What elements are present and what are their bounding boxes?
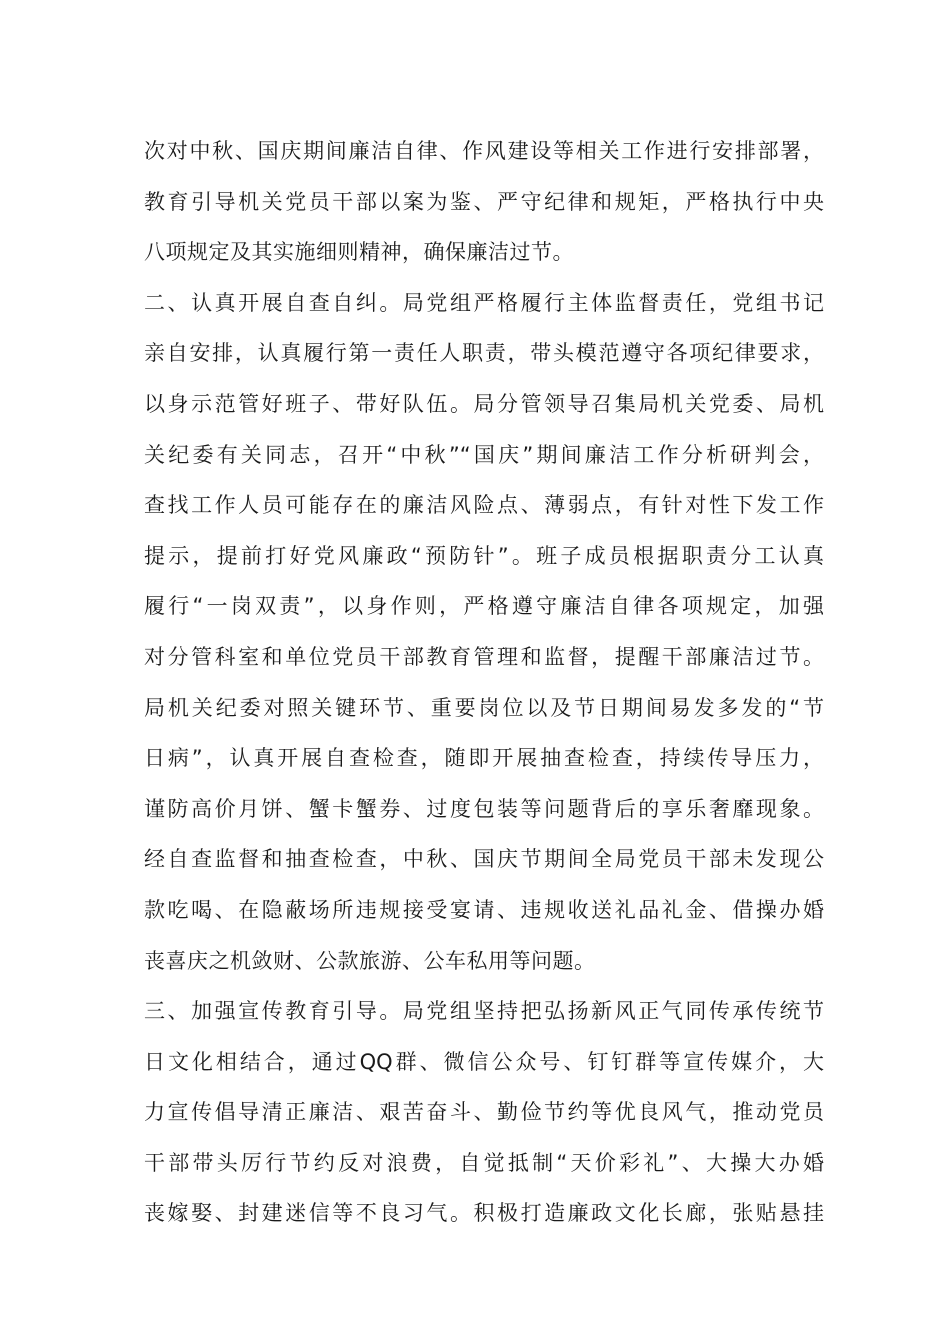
text-line: 三、加强宣传教育引导。局党组坚持把弘扬新风正气同传承传统节 xyxy=(144,999,824,1024)
text-line: 干部带头厉行节约反对浪费，自觉抵制“天价彩礼”、大操大办婚 xyxy=(144,1150,824,1175)
text-line: 丧喜庆之机敛财、公款旅游、公车私用等问题。 xyxy=(144,948,596,973)
text-line: 查找工作人员可能存在的廉洁风险点、薄弱点，有针对性下发工作 xyxy=(144,493,824,518)
text-line: 二、认真开展自查自纠。局党组严格履行主体监督责任，党组书记 xyxy=(144,290,824,315)
text-line: 提示，提前打好党风廉政“预防针”。班子成员根据职责分工认真 xyxy=(144,543,824,568)
text-line: 以身示范管好班子、带好队伍。局分管领导召集局机关党委、局机 xyxy=(144,391,824,416)
text-line: 日病”，认真开展自查检查，随即开展抽查检查，持续传导压力， xyxy=(144,746,824,771)
text-line: 履行“一岗双责”，以身作则，严格遵守廉洁自律各项规定，加强 xyxy=(144,594,824,619)
text-line: 八项规定及其实施细则精神，确保廉洁过节。 xyxy=(144,240,574,265)
text-line: 日文化相结合，通过QQ群、微信公众号、钉钉群等宣传媒介，大 xyxy=(144,1049,824,1074)
text-line: 力宣传倡导清正廉洁、艰苦奋斗、勤俭节约等优良风气，推动党员 xyxy=(144,1100,824,1125)
text-line: 对分管科室和单位党员干部教育管理和监督，提醒干部廉洁过节。 xyxy=(144,644,824,669)
text-line: 款吃喝、在隐蔽场所违规接受宴请、违规收送礼品礼金、借操办婚 xyxy=(144,897,824,922)
document-body xyxy=(144,133,824,1246)
text-line: 关纪委有关同志，召开“中秋”“国庆”期间廉洁工作分析研判会， xyxy=(144,442,824,467)
text-line: 丧嫁娶、封建迷信等不良习气。积极打造廉政文化长廊，张贴悬挂 xyxy=(144,1201,824,1226)
text-line: 局机关纪委对照关键环节、重要岗位以及节日期间易发多发的“节 xyxy=(144,695,824,720)
text-line: 经自查监督和抽查检查，中秋、国庆节期间全局党员干部未发现公 xyxy=(144,847,824,872)
text-line: 亲自安排，认真履行第一责任人职责，带头模范遵守各项纪律要求， xyxy=(144,341,824,366)
text-line: 次对中秋、国庆期间廉洁自律、作风建设等相关工作进行安排部署， xyxy=(144,139,824,163)
text-line: 教育引导机关党员干部以案为鉴、严守纪律和规矩，严格执行中央 xyxy=(144,189,824,214)
text-line: 谨防高价月饼、蟹卡蟹券、过度包装等问题背后的享乐奢靡现象。 xyxy=(144,796,824,821)
